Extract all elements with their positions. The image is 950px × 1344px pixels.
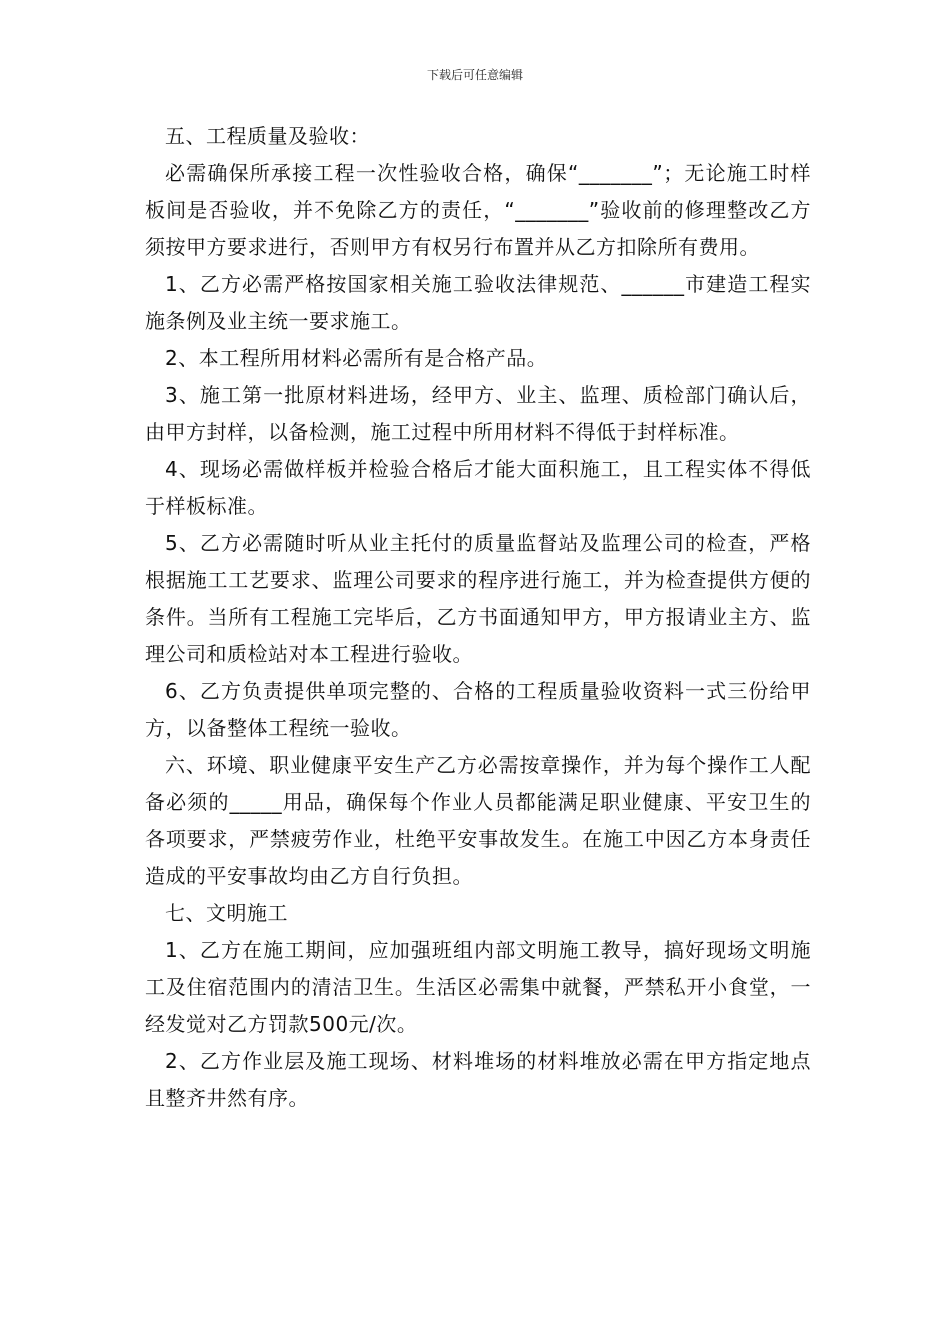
paragraph-quality-intro: 必需确保所承接工程一次性验收合格，确保“_______”；无论施工时样板间是否验收，并不免除乙方的责任，“_______”验收前的修理整改乙方须按甲方要求进行，否则甲方有权另行布置并从乙方扣除所有费用。 [145, 161, 811, 259]
paragraph-civilized-1: 1、乙方在施工期间，应加强班组内部文明施工教导，搞好现场文明施工及住宿范围内的清洁卫生。生活区必需集中就餐，严禁私开小食堂，一经发觉对乙方罚款500元/次。 [145, 938, 811, 1036]
section-heading-quality: 五、工程质量及验收： [165, 124, 370, 148]
document-body [145, 118, 811, 1117]
paragraph-item-2: 2、本工程所用材料必需所有是合格产品。 [165, 346, 548, 370]
paragraph-item-5: 5、乙方必需随时听从业主托付的质量监督站及监理公司的检查，严格根据施工工艺要求、监理公司要求的程序进行施工，并为检查提供方便的条件。当所有工程施工完毕后，乙方书面通知甲方，甲方报请业主方、监理公司和质检站对本工程进行验收。 [145, 531, 811, 666]
paragraph-item-4: 4、现场必需做样板并检验合格后才能大面积施工，且工程实体不得低于样板标准。 [145, 457, 811, 518]
paragraph-civilized-2: 2、乙方作业层及施工现场、材料堆场的材料堆放必需在甲方指定地点且整齐井然有序。 [145, 1049, 811, 1110]
header-note: 下载后可任意编辑 [426, 68, 523, 82]
section-environment-safety: 六、环境、职业健康平安生产乙方必需按章操作，并为每个操作工人配备必须的_____用品，确保每个作业人员都能满足职业健康、平安卫生的各项要求，严禁疲劳作业，杜绝平安事故发生。在施工中因乙方本身责任造成的平安事故均由乙方自行负担。 [145, 753, 811, 888]
paragraph-item-6: 6、乙方负责提供单项完整的、合格的工程质量验收资料一式三份给甲方，以备整体工程统一验收。 [145, 679, 811, 740]
paragraph-item-3: 3、施工第一批原材料进场，经甲方、业主、监理、质检部门确认后，由甲方封样，以备检测，施工过程中所用材料不得低于封样标准。 [145, 383, 811, 444]
paragraph-item-1: 1、乙方必需严格按国家相关施工验收法律规范、______市建造工程实施条例及业主统一要求施工。 [145, 272, 811, 333]
section-heading-civilized: 七、文明施工 [165, 901, 288, 925]
